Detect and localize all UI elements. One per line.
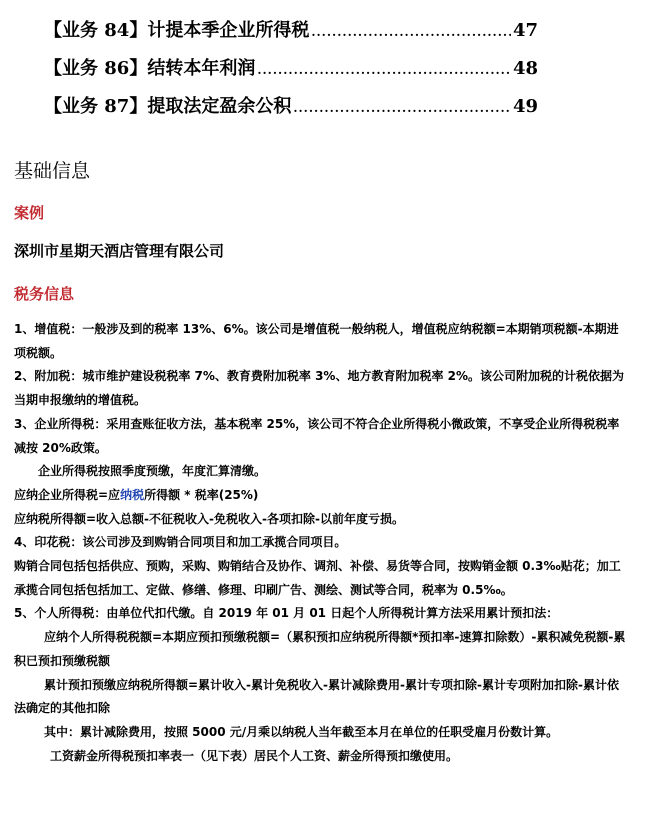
paragraph-vat: 1、增值税：一般涉及到的税率 13%、6%。该公司是增值税一般纳税人，增值税应纳税额=本期销项税额-本期进项税额。 (14, 322, 619, 360)
toc-entry-page: 47 (512, 20, 538, 41)
paragraph-deduction: 其中：累计减除费用，按照 5000 元/月乘以纳税人当年截至本月在单位的任职受雇月份数计算。 (44, 724, 559, 739)
formula-link[interactable]: 纳税 (120, 487, 145, 502)
table-of-contents (44, 16, 538, 130)
toc-leader-dots (257, 63, 511, 77)
paragraph-corporate-tax: 3、企业所得税：采用查账征收方法，基本税率 25%，该公司不符合企业所得税小微政策，不享受企业所得税税率减按 20%政策。 (14, 416, 620, 455)
section-title: 基础信息 (14, 160, 91, 182)
toc-entry[interactable] (44, 16, 538, 54)
case-heading: 案例 (14, 204, 45, 222)
company-name: 深圳市星期天酒店管理有限公司 (14, 242, 225, 260)
paragraph-taxable-income: 应纳税所得额=收入总额-不征税收入-免税收入-各项扣除-以前年度亏损。 (14, 511, 404, 526)
paragraph-cumulative-income: 累计预扣预缴应纳税所得额=累计收入-累计免税收入-累计减除费用-累计专项扣除-累计专项附加扣除-累计依法确定的其他扣除 (14, 677, 619, 716)
formula-text-c: 所得额 * 税率(25%) (144, 487, 259, 502)
toc-entry-label: 【业务 87】提取法定盈余公积 (44, 96, 292, 117)
paragraph-personal-tax: 5、个人所得税：由单位代扣代缴。自 2019 年 01 月 01 日起个人所得税计算方法采用累计预扣法： (14, 606, 559, 621)
paragraph-rate-table: 工资薪金所得税预扣率表一（见下表）居民个人工资、薪金所得预扣缴使用。 (50, 748, 459, 763)
paragraph-formula (14, 484, 630, 508)
paragraph-personal-formula: 应纳个人所得税税额=本期应预扣预缴税额=（累积预扣应纳税所得额*预扣率-速算扣除数）-累积减免税额-累积已预扣预缴税额 (14, 630, 626, 668)
toc-entry-label: 【业务 84】计提本季企业所得税 (44, 20, 310, 41)
tax-info-heading: 税务信息 (14, 285, 75, 303)
paragraph-prepayment: 企业所得税按照季度预缴，年度汇算清缴。 (38, 464, 267, 479)
toc-entry[interactable] (44, 54, 538, 92)
toc-entry-page: 48 (512, 58, 538, 79)
paragraph-surcharge: 2、附加税：城市维护建设税税率 7%、教育费附加税率 3%、地方教育附加税率 2%。该公司附加税的计税依据为当期申报缴纳的增值税。 (14, 369, 625, 408)
paragraph-stamp-tax: 4、印花税：该公司涉及到购销合同项目和加工承揽合同项目。 (14, 535, 347, 550)
paragraph-stamp-contracts: 购销合同包括包括供应、预购，采购、购销结合及协作、调剂、补偿、易货等合同，按购销金额 0.3‰贴花；加工承揽合同包括包括加工、定做、修缮、修理、印刷广告、测绘、测试等合同，税率为 0.5‰。 (14, 559, 621, 597)
tax-info-body (14, 318, 630, 768)
toc-entry[interactable] (44, 92, 538, 130)
toc-entry-label: 【业务 86】结转本年利润 (44, 58, 256, 79)
toc-entry-page: 49 (512, 96, 538, 117)
toc-leader-dots (293, 101, 511, 115)
toc-leader-dots (311, 25, 511, 39)
formula-text-a: 应纳企业所得税=应 (14, 487, 121, 502)
